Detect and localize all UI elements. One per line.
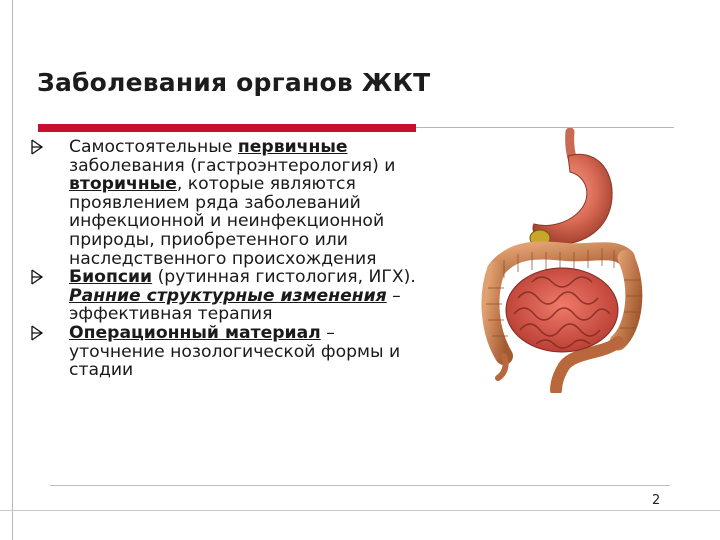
title-accent-bar (38, 124, 416, 132)
emphasis-secondary: вторичные (69, 174, 177, 195)
emphasis-surgical-material: Операционный материал (69, 322, 321, 343)
emphasis-early-changes: Ранние структурные изменения (69, 285, 387, 306)
bullet-item-primary-secondary (30, 138, 430, 268)
bullet-text: заболевания (гастроэнтерология) и (69, 155, 396, 176)
bullet-text: – уточнение нозологической формы и стадии (69, 322, 401, 381)
bullet-item-surgical-material (30, 324, 430, 380)
slide-title: Заболевания органов ЖКТ (37, 68, 431, 97)
bullet-text: – эффективная терапия (69, 285, 401, 325)
emphasis-primary: первичные (237, 137, 348, 157)
bullet-list (30, 138, 430, 380)
emphasis-biopsy: Биопсии (69, 267, 153, 288)
slide-bottom-border (0, 510, 720, 511)
footer-divider (50, 485, 670, 486)
bullet-text: Самостоятельные (69, 137, 238, 157)
slide-left-border (12, 0, 13, 540)
arrow-bullet-icon (30, 269, 44, 285)
arrow-bullet-icon (30, 325, 44, 341)
digestive-organs-illustration (474, 128, 644, 393)
page-number: 2 (652, 493, 661, 508)
bullet-item-biopsy (30, 268, 430, 324)
bullet-text: (рутинная гистология, ИГХ). (152, 267, 416, 288)
bullet-text: , которые являются проявлением ряда заболеваний инфекционной и неинфекционной природы, приобретенного или наследственного происхождения (69, 174, 385, 269)
arrow-bullet-icon (30, 139, 44, 155)
